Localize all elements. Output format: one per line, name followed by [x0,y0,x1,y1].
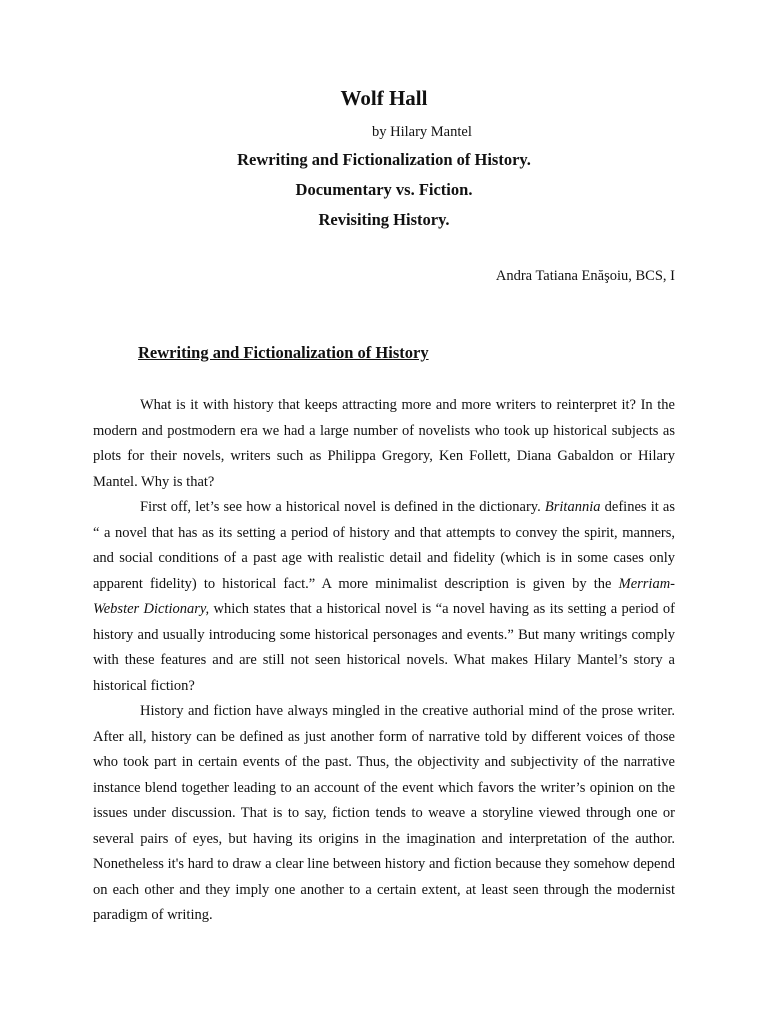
paragraph-definition-part1: First off, let’s see how a historical novel is defined in the dictionary. [140,499,545,515]
paragraph-history-fiction: History and fiction have always mingled in the creative authorial mind of the prose writer. After all, history can be defined as just another form of narrative told by different voices of those who took part in certain events of the past. Thus, the objectivity and subjectivity of the narrative instance blend together leading to an account of the event which favors the writer’s opinion on the issues under discussion. That is to say, fiction tends to weave a storyline viewed through one or several pairs of eyes, but having its origins in the imagination and interpretation of the author. Nonetheless it's hard to draw a clear line between history and fiction because they somehow depend on each other and they imply one another to a certain extent, at least seen through the modernist paradigm of writing. [93,703,675,923]
byline: by Hilary Mantel [372,124,472,140]
document-title: Wolf Hall [340,86,428,110]
britannia-reference: Britannia [544,499,601,515]
author-line: Andra Tatiana Enăşoiu, BCS, I [495,268,675,284]
subtitle-documentary: Documentary vs. Fiction. [295,180,473,199]
body-text [93,393,675,929]
merriam-webster-reference: Merriam- Webster Dictionary, [93,575,675,617]
paragraph-definition [93,495,675,699]
paragraph-definition-part3: which states that a historical novel is “a novel having as its setting a period of history and usually introducing some historical personages and events.” But many writings comply with these features and are still not seen historical novels. What makes Hilary Mantel’s story a historical fiction? [93,601,675,694]
subtitle-rewriting: Rewriting and Fictionalization of History. [237,150,531,169]
paragraph-definition-part2: defines it as “ a novel that has as its setting a period of history and that attempts to convey the spirit, manners, and social conditions of a past age with realistic detail and fidelity (which is in some cases only apparent fidelity) to historical fact.” A more minimalist description is given by the [93,499,676,592]
paragraph-intro: What is it with history that keeps attracting more and more writers to reinterpret it? In the modern and postmodern era we had a large number of novelists who took up historical subjects as plots for their novels, writers such as Philippa Gregory, Ken Follett, Diana Gabaldon or Hilary Mantel. Why is that? [93,397,675,490]
subtitle-revisiting: Revisiting History. [318,210,450,229]
section-heading: Rewriting and Fictionalization of History [138,343,429,362]
